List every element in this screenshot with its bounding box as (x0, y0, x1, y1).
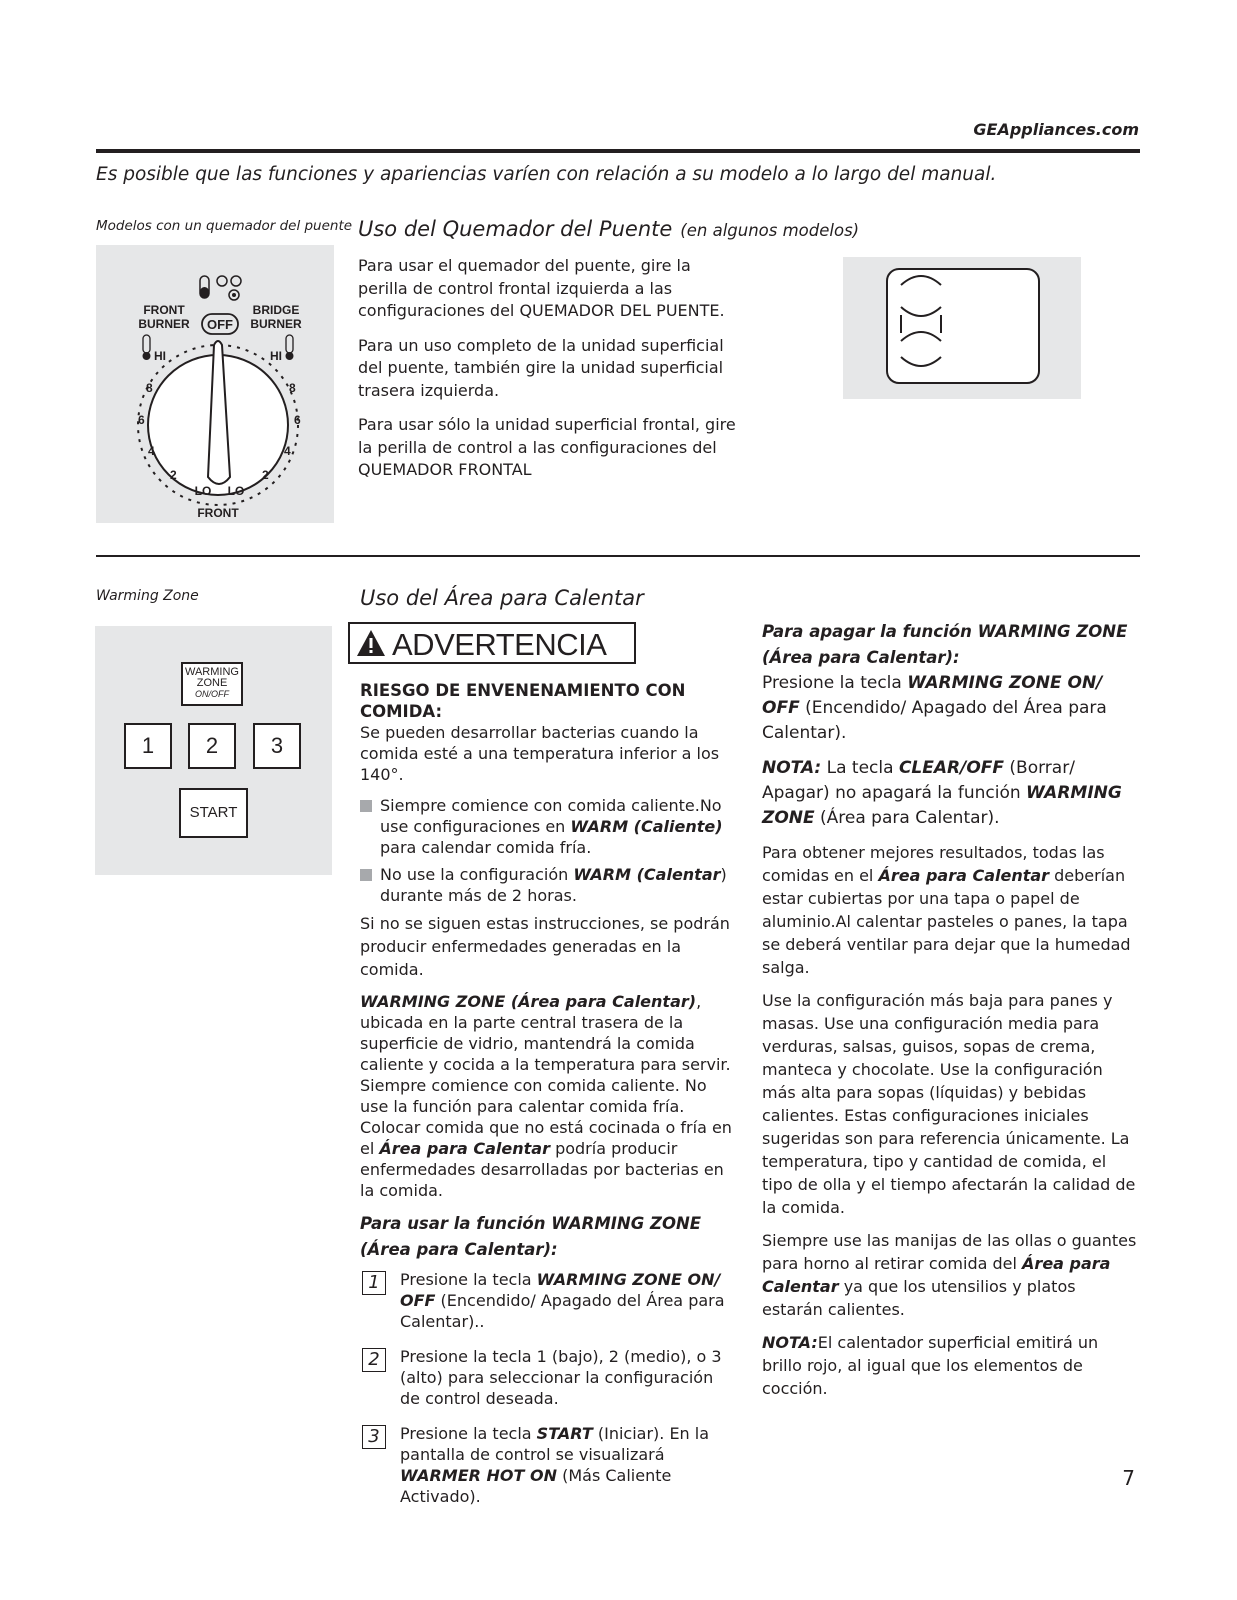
bridge-title-main: Uso del Quemador del Puente (358, 217, 673, 241)
note-tail: (Área para Calentar). (814, 808, 1000, 828)
bridge-burner-label-1: BRIDGE (252, 303, 300, 317)
warning-triangle-icon (356, 629, 386, 657)
best-results-text (762, 841, 1140, 979)
key-3[interactable]: 3 (253, 723, 301, 769)
tick-4-left: 4 (148, 444, 155, 458)
settings-guidance: Use la configuración más baja para panes y masas. Use una configuración media para verduras, salsas, guisos, sopas de crema, manteca y chocolate. Use la configuración más alta para sopas (líquidas) y bebidas calientes. Estas configuraciones iniciales sugeridas son para referencia únicamente. La temperatura, tipo y cantidad de comida, el tipo de olla y el tiempo afectarán la calidad de la comida. (762, 991, 1136, 1217)
step-number: 3 (362, 1425, 386, 1449)
handles-tail: ya que los utensilios y platos estarán calientes. (762, 1277, 1076, 1319)
bridge-paragraph: Para usar el quemador del puente, gire la perilla de control frontal izquierda a las configuraciones del QUEMADOR DEL PUENTE. (358, 256, 725, 320)
zone-desc-tail: podría producir enfermedades desarrolladas por bacterias en la comida. (360, 1139, 724, 1200)
bullet-warm-time (360, 864, 738, 906)
site-url: GEAppliances.com (973, 120, 1139, 139)
zone-key-line2: ZONE (196, 677, 228, 689)
section-divider (96, 555, 1140, 557)
bridge-paragraph: Para usar sólo la unidad superficial frontal, gire la perilla de control a las configuraciones del QUEMADOR FRONTAL (358, 415, 736, 479)
off-heading: Para apagar la función WARMING ZONE (Área para Calentar): (762, 622, 1128, 667)
best-tail: deberían estar cubiertas por una tapa o papel de aluminio.Al calentar pasteles o panes, la tapa se deberá ventilar para dejar que la humedad salga. (762, 866, 1131, 977)
bridge-paragraph: Para un uso completo de la unidad superficial del puente, también gire la unidad superficial trasera izquierda. (358, 335, 724, 400)
risk-text: Se pueden desarrollar bacterias cuando la comida esté a una temperatura inferior a los 140°. (360, 723, 720, 784)
tick-8-right: 8 (289, 381, 296, 395)
hi-left-label: HI (154, 349, 166, 363)
bullet-warm-hot (360, 795, 738, 858)
zone-desc-emph: WARMING ZONE (Área para Calentar) (360, 992, 697, 1011)
keypad-panel (95, 626, 332, 875)
step-text: Presione la tecla 1 (bajo), 2 (medio), o 3 (alto) para seleccionar la configuración de control deseada. (400, 1347, 722, 1408)
tick-2-left: 2 (170, 468, 177, 482)
header-rule (96, 149, 1140, 153)
warning-text: ADVERTENCIA (392, 627, 607, 662)
hi-right-label: HI (270, 349, 282, 363)
warming-right-column (762, 619, 1140, 1410)
note-label: NOTA: (762, 1333, 818, 1352)
off-instructions (762, 671, 1140, 746)
step-number: 2 (362, 1348, 386, 1372)
bullet2-emph: WARM (Calentar (573, 865, 721, 884)
zone-key-line3: ON/OFF (195, 689, 229, 699)
bridge-title (358, 217, 859, 241)
step-tail: (Encendido/ Apagado del Área para Calentar).. (400, 1291, 725, 1331)
step-3 (360, 1423, 738, 1507)
best-emph: Área para Calentar (878, 866, 1050, 885)
warming-zone-key[interactable] (181, 662, 243, 706)
handles-emph: Área para Calentar (762, 1254, 1111, 1296)
note-label: NOTA: (762, 758, 822, 778)
zone-key-line1: WARMING (185, 666, 239, 678)
warming-title: Uso del Área para Calentar (360, 586, 644, 610)
burner-indicator-icon (200, 276, 241, 300)
step-text: Presione la tecla (400, 1270, 537, 1289)
risk-heading: RIESGO DE ENVENENAMIENTO CON COMIDA: (360, 681, 686, 721)
off-tail: (Encendido/ Apagado del Área para Calentar). (762, 698, 1107, 743)
lo-left-label: LO (194, 484, 212, 498)
warming-middle-column (360, 680, 738, 1521)
front-burner-label-2: BURNER (138, 317, 190, 331)
page-number: 7 (1122, 1466, 1135, 1490)
zone-desc-text: , ubicada en la parte central trasera de la superficie de vidrio, mantendrá la comida caliente y cocida a la temperatura para servir. Siempre comience con comida caliente. No use la función para calentar comida fría. Colocar comida que no está cocinada o fría en el (360, 992, 732, 1158)
key-1[interactable]: 1 (124, 723, 172, 769)
step-2 (360, 1346, 738, 1409)
glow-text: El calentador superficial emitirá un brillo rojo, al igual que los elementos de cocción. (762, 1333, 1099, 1398)
bullet1-tail: para calendar comida fría. (380, 838, 592, 857)
glow-note (762, 1331, 1140, 1400)
bridge-title-sub: (en algunos modelos) (680, 221, 860, 240)
warming-caption: Warming Zone (96, 588, 199, 604)
note-emph2: WARMING ZONE (762, 783, 1122, 828)
control-knob-illustration (96, 245, 334, 523)
knob-panel (96, 245, 334, 523)
tick-6-left: 6 (138, 413, 145, 427)
warning-label (348, 622, 636, 664)
handles-text: Siempre use las manijas de las ollas o guantes para horno al retirar comida del (762, 1231, 1137, 1273)
model-variation-note: Es posible que las funciones y apariencias varíen con relación a su modelo a lo largo del manual. (96, 164, 997, 185)
clear-off-note (762, 756, 1140, 831)
step-tail2: (Más Caliente Activado). (400, 1466, 672, 1506)
step-text: Presione la tecla (400, 1424, 537, 1443)
front-burner-label-1: FRONT (143, 303, 185, 317)
bullet2-tail: ) durante más de 2 horas. (380, 865, 727, 905)
step-number: 1 (362, 1271, 386, 1295)
off-label: OFF (207, 317, 233, 332)
best-text: Para obtener mejores resultados, todas las comidas en el (762, 843, 1105, 885)
bridge-element-diagram (843, 257, 1081, 399)
off-text: Presione la tecla (762, 673, 908, 693)
use-heading: Para usar la función WARMING ZONE (Área para Calentar): (360, 1214, 702, 1259)
handles-warning (762, 1229, 1140, 1321)
zone-description (360, 991, 738, 1201)
tick-6-right: 6 (294, 413, 301, 427)
bridge-instructions (358, 255, 738, 494)
step-1 (360, 1269, 738, 1332)
zone-desc-emph2: Área para Calentar (379, 1139, 550, 1158)
bullet1-emph: WARM (Caliente) (570, 817, 723, 836)
tick-4-right: 4 (284, 444, 291, 458)
lo-right-label: LO (227, 484, 245, 498)
note-text2: (Borrar/ Apagar) no apagará la función (762, 758, 1075, 803)
key-2[interactable]: 2 (188, 723, 236, 769)
tick-2-right: 2 (262, 468, 269, 482)
step-emph2: WARMER HOT ON (400, 1466, 557, 1485)
bullet-square-icon (360, 869, 372, 881)
step-emph: WARMING ZONE ON/ OFF (400, 1270, 721, 1310)
consequence-text: Si no se siguen estas instrucciones, se podrán producir enfermedades generadas en la comida. (360, 914, 730, 979)
step-emph: START (536, 1424, 593, 1443)
front-label: FRONT (197, 506, 239, 520)
tick-8-left: 8 (146, 381, 153, 395)
off-emph: WARMING ZONE ON/ OFF (762, 673, 1103, 718)
start-key[interactable]: START (179, 788, 248, 838)
bullet2-text: No use la configuración (380, 865, 574, 884)
cooktop-diagram-panel (843, 257, 1081, 399)
bullet-square-icon (360, 800, 372, 812)
note-text: La tecla (821, 758, 899, 778)
note-emph: CLEAR/OFF (898, 758, 1005, 778)
step-tail: (Iniciar). En la pantalla de control se visualizará (400, 1424, 710, 1464)
bridge-burner-label-2: BURNER (250, 317, 302, 331)
bullet1-text: Siempre comience con comida caliente.No use configuraciones en (380, 796, 722, 836)
bridge-caption: Modelos con un quemador del puente (96, 218, 353, 234)
